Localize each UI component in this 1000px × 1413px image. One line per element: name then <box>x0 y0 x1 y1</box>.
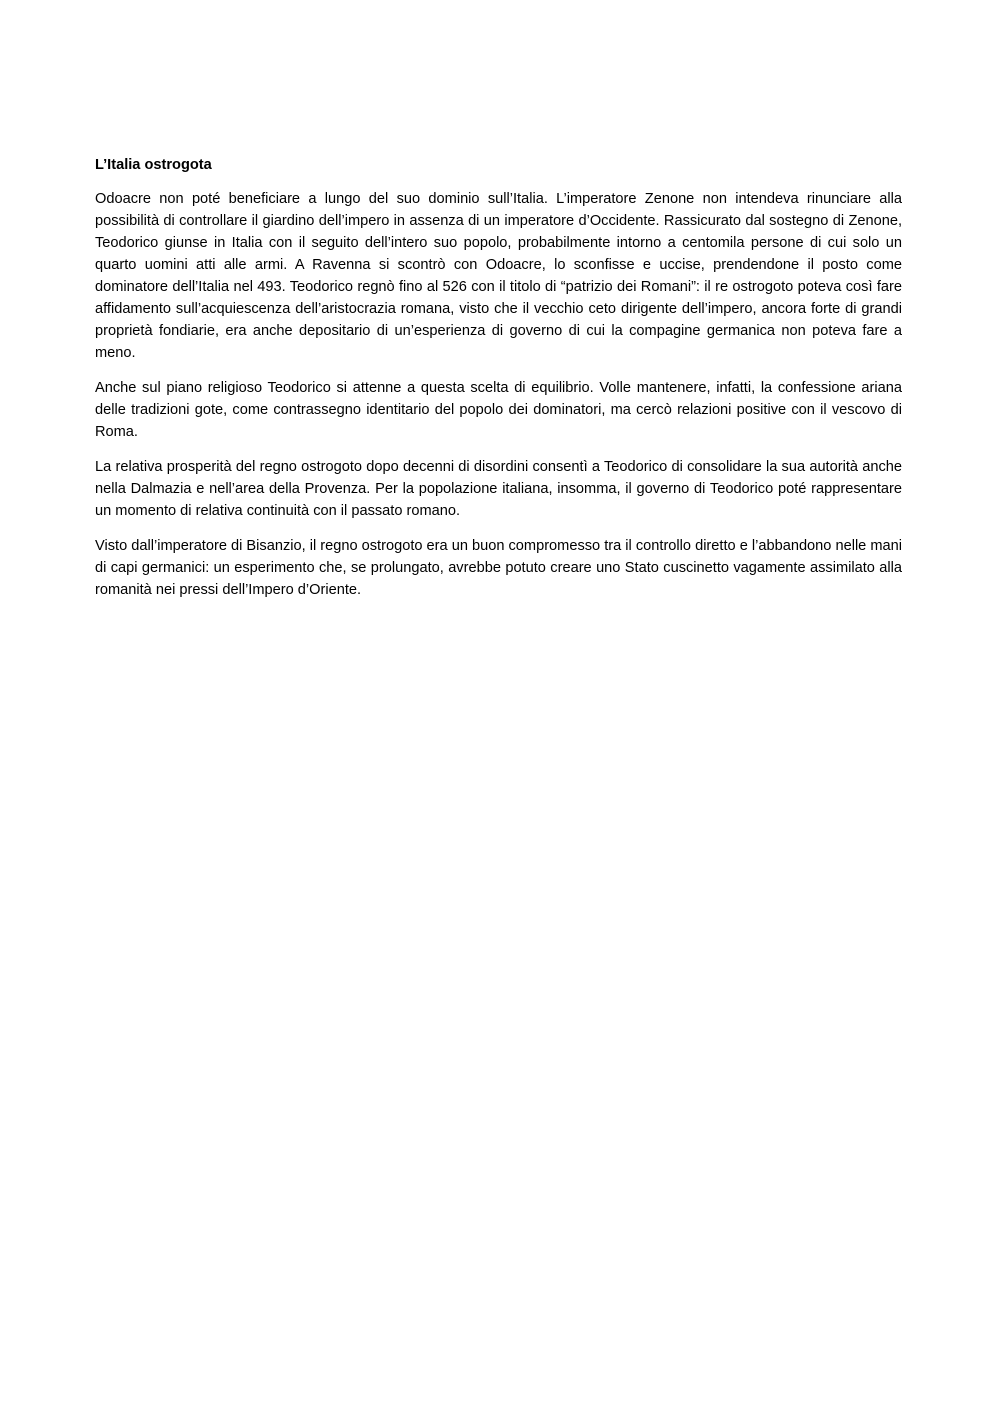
paragraph: Visto dall’imperatore di Bisanzio, il regno ostrogoto era un buon compromesso tra il controllo diretto e l’abbandono nelle mani di capi germanici: un esperimento che, se prolungato, avrebbe potuto creare uno Stato cuscinetto vagamente assimilato alla romanità nei pressi dell’Impero d’Oriente. <box>95 538 902 598</box>
document-body <box>95 154 902 614</box>
paragraph: La relativa prosperità del regno ostrogoto dopo decenni di disordini consentì a Teodorico di consolidare la sua autorità anche nella Dalmazia e nell’area della Provenza. Per la popolazione italiana, insomma, il governo di Teodorico poté rappresentare un momento di relativa continuità con il passato romano. <box>95 459 902 519</box>
paragraph: Anche sul piano religioso Teodorico si attenne a questa scelta di equilibrio. Volle mantenere, infatti, la confessione ariana delle tradizioni gote, come contrassegno identitario del popolo dei dominatori, ma cercò relazioni positive con il vescovo di Roma. <box>95 380 902 440</box>
document-title: L’Italia ostrogota <box>95 157 212 173</box>
paragraph: Odoacre non poté beneficiare a lungo del suo dominio sull’Italia. L’imperatore Zenone non intendeva rinunciare alla possibilità di controllare il giardino dell’impero in assenza di un imperatore d’Occidente. Rassicurato dal sostegno di Zenone, Teodorico giunse in Italia con il seguito dell’intero suo popolo, probabilmente intorno a centomila persone di cui solo un quarto uomini atti alle armi. A Ravenna si scontrò con Odoacre, lo sconfisse e uccise, prendendone il posto come dominatore dell’Italia nel 493. Teodorico regnò fino al 526 con il titolo di “patrizio dei Romani”: il re ostrogoto poteva così fare affidamento sull’acquiescenza dell’aristocrazia romana, visto che il vecchio ceto dirigente dell’impero, ancora forte di grandi proprietà fondiarie, era anche depositario di un’esperienza di governo di cui la compagine germanica non poteva fare a meno. <box>95 191 902 361</box>
